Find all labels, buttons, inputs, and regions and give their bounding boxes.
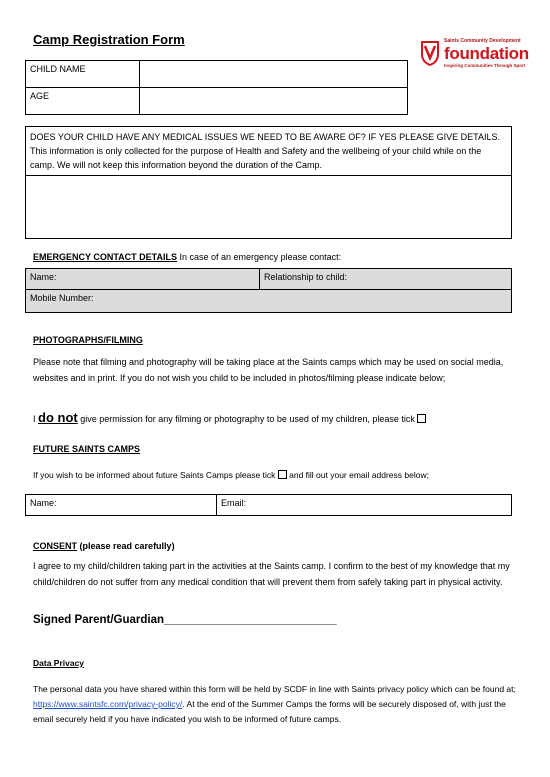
signature-line[interactable]: Signed Parent/Guardian___________________________ (33, 614, 337, 626)
future-camps-checkbox[interactable] (278, 470, 287, 479)
do-not-text: do not (38, 410, 78, 425)
photo-consent-checkbox[interactable] (417, 414, 426, 423)
emergency-intro-text: In case of an emergency please contact: (177, 252, 342, 262)
child-name-field[interactable] (140, 61, 408, 88)
age-label: AGE (26, 88, 140, 115)
shield-logo-icon (420, 40, 440, 66)
future-camps-heading: FUTURE SAINTS CAMPS (33, 444, 141, 454)
consent-heading-line (33, 541, 175, 551)
future-body-suffix: and fill out your email address below; (286, 470, 429, 480)
logo-main-text: foundation (444, 44, 529, 63)
privacy-heading: Data Privacy (33, 658, 85, 668)
emergency-table (25, 268, 512, 313)
child-details-table (25, 60, 408, 115)
medical-question: DOES YOUR CHILD HAVE ANY MEDICAL ISSUES WE NEED TO BE AWARE OF? IF YES PLEASE GIVE DETAILS. This information is only collected for the purpose of Health and Safety and the wellbeing of your child while on the camp. We will not keep this information beyond the duration of the Camp. (26, 127, 512, 176)
child-name-label: CHILD NAME (26, 61, 140, 88)
logo-top-text: Saints Community Development (444, 38, 521, 44)
emergency-relationship-field[interactable]: Relationship to child: (260, 269, 512, 290)
consent-body: I agree to my child/children taking part in the activities at the Saints camp. I confirm to the best of my knowledge that my child/children do not suffer from any medical condition that will prevent them from safely taking part in physical activity. (33, 561, 510, 587)
photo-consent-suffix: give permission for any filming or photography to be used of my children, please tick (77, 414, 418, 424)
consent-heading: CONSENT (33, 541, 78, 551)
photos-body: Please note that filming and photography will be taking place at the Saints camps which may be used on social media, websites and in print. If you do not wish you child to be included in photos/filming please indicate below; (33, 357, 504, 383)
consent-heading-suffix: (please read carefully) (77, 541, 175, 551)
photo-consent-prefix: I (33, 414, 39, 424)
photos-heading: PHOTOGRAPHS/FILMING (33, 335, 143, 345)
age-field[interactable] (140, 88, 408, 115)
emergency-name-field[interactable]: Name: (26, 269, 260, 290)
medical-details-field[interactable] (26, 176, 512, 239)
medical-table (25, 126, 512, 239)
privacy-body-suffix: . At the end of the Summer Camps the forms will be securely disposed of, with just the email securely held if you have indicated you wish to be informed of future camps. (33, 699, 506, 724)
privacy-body (33, 682, 518, 727)
privacy-policy-link[interactable]: https://www.saintsfc.com/privacy-policy/ (33, 699, 183, 709)
future-name-field[interactable]: Name: (26, 495, 217, 516)
emergency-heading: EMERGENCY CONTACT DETAILS (33, 252, 178, 262)
future-email-field[interactable]: Email: (217, 495, 512, 516)
privacy-body-prefix: The personal data you have shared within this form will be held by SCDF in line with Saints privacy policy which can be found at; (33, 684, 516, 694)
logo-sub-text: Inspiring Communities Through Sport (444, 63, 526, 68)
photo-consent-line (33, 410, 426, 425)
future-camps-table (25, 494, 512, 516)
future-body-prefix: If you wish to be informed about future Saints Camps please tick (33, 470, 278, 480)
emergency-intro (33, 249, 341, 265)
foundation-logo (420, 38, 530, 72)
form-title: Camp Registration Form (33, 32, 185, 47)
future-camps-body (33, 470, 429, 480)
emergency-mobile-field[interactable]: Mobile Number: (26, 290, 512, 313)
